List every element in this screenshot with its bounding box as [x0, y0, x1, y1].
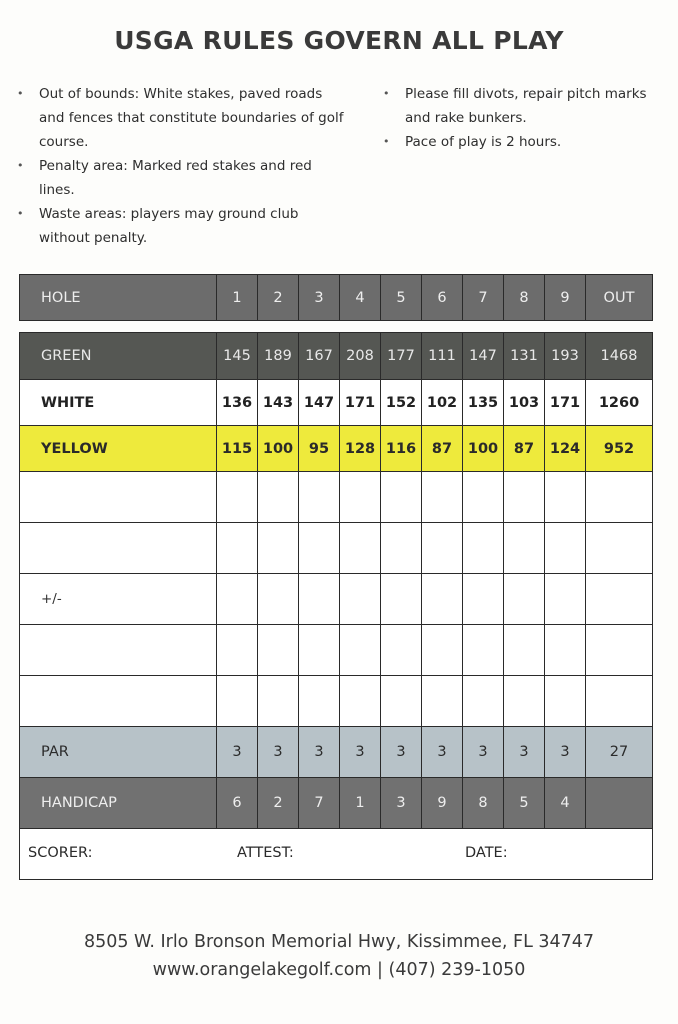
yardage-cell: 171 — [340, 380, 381, 426]
handicap-cell: 1 — [340, 778, 381, 829]
yardage-total: 1468 — [586, 333, 653, 380]
hole-number: 5 — [381, 275, 422, 321]
par-cell: 3 — [258, 727, 299, 778]
yellow-tee-row — [20, 426, 653, 472]
score-cell[interactable] — [217, 472, 258, 523]
score-cell[interactable] — [381, 625, 422, 676]
hole-row — [20, 275, 653, 321]
handicap-cell: 9 — [422, 778, 463, 829]
score-cell[interactable] — [463, 472, 504, 523]
score-cell[interactable] — [340, 574, 381, 625]
out-header: OUT — [586, 275, 653, 321]
score-cell[interactable] — [381, 523, 422, 574]
score-cell[interactable] — [340, 676, 381, 727]
yardage-cell: 152 — [381, 380, 422, 426]
scorer-label: SCORER: — [28, 845, 93, 861]
handicap-cell: 8 — [463, 778, 504, 829]
yardage-cell: 103 — [504, 380, 545, 426]
yardage-total: 1260 — [586, 380, 653, 426]
yardage-cell: 136 — [217, 380, 258, 426]
par-cell: 3 — [299, 727, 340, 778]
score-total-cell[interactable] — [586, 676, 653, 727]
score-cell[interactable] — [422, 574, 463, 625]
score-cell[interactable] — [299, 574, 340, 625]
handicap-total — [586, 778, 653, 829]
separator-cell — [20, 321, 653, 333]
score-cell[interactable] — [258, 625, 299, 676]
row-label: HANDICAP — [20, 778, 217, 829]
rule-divots: • Please fill divots, repair pitch marks and rake bunkers. — [405, 82, 665, 130]
yardage-cell: 147 — [463, 333, 504, 380]
hole-number: 7 — [463, 275, 504, 321]
score-cell[interactable] — [545, 574, 586, 625]
yardage-cell: 115 — [217, 426, 258, 472]
score-cell[interactable] — [258, 676, 299, 727]
hole-number: 8 — [504, 275, 545, 321]
score-cell[interactable] — [381, 574, 422, 625]
rule-pace-of-play: • Pace of play is 2 hours. — [405, 130, 665, 154]
score-cell[interactable] — [217, 625, 258, 676]
rule-waste-areas: • Waste areas: players may ground club without penalty. — [39, 202, 344, 250]
row-separator — [20, 321, 653, 333]
par-cell: 3 — [422, 727, 463, 778]
score-cell[interactable] — [422, 472, 463, 523]
footer — [0, 928, 678, 984]
par-cell: 3 — [340, 727, 381, 778]
hole-number: 9 — [545, 275, 586, 321]
score-cell[interactable] — [299, 676, 340, 727]
date-label: DATE: — [465, 845, 508, 861]
score-cell[interactable] — [545, 472, 586, 523]
yardage-cell: 131 — [504, 333, 545, 380]
score-cell[interactable] — [299, 472, 340, 523]
yardage-cell: 116 — [381, 426, 422, 472]
page-title: USGA RULES GOVERN ALL PLAY — [114, 26, 564, 55]
hole-number: 3 — [299, 275, 340, 321]
green-tee-row — [20, 333, 653, 380]
signature-row — [20, 829, 653, 880]
player-score-row — [20, 625, 653, 676]
score-cell[interactable] — [340, 625, 381, 676]
player-name-cell[interactable] — [20, 676, 217, 727]
yardage-cell: 177 — [381, 333, 422, 380]
score-cell[interactable] — [340, 523, 381, 574]
score-cell[interactable] — [258, 574, 299, 625]
score-cell[interactable] — [504, 574, 545, 625]
score-cell[interactable] — [258, 523, 299, 574]
score-cell[interactable] — [422, 523, 463, 574]
score-cell[interactable] — [545, 523, 586, 574]
yardage-cell: 95 — [299, 426, 340, 472]
score-cell[interactable] — [217, 523, 258, 574]
par-cell: 3 — [504, 727, 545, 778]
yardage-cell: 143 — [258, 380, 299, 426]
handicap-cell: 5 — [504, 778, 545, 829]
plus-minus-row — [20, 574, 653, 625]
score-cell[interactable] — [258, 472, 299, 523]
score-cell[interactable] — [463, 574, 504, 625]
yardage-cell: 100 — [463, 426, 504, 472]
yardage-cell: 135 — [463, 380, 504, 426]
yardage-cell: 208 — [340, 333, 381, 380]
score-cell[interactable] — [545, 676, 586, 727]
row-label: YELLOW — [20, 426, 217, 472]
score-cell[interactable] — [217, 574, 258, 625]
handicap-cell: 3 — [381, 778, 422, 829]
score-cell[interactable] — [422, 625, 463, 676]
score-cell[interactable] — [340, 472, 381, 523]
score-cell[interactable] — [463, 676, 504, 727]
yardage-cell: 145 — [217, 333, 258, 380]
par-cell: 3 — [217, 727, 258, 778]
white-tee-row — [20, 380, 653, 426]
yardage-cell: 111 — [422, 333, 463, 380]
yardage-cell: 167 — [299, 333, 340, 380]
yardage-cell: 102 — [422, 380, 463, 426]
footer-address: 8505 W. Irlo Bronson Memorial Hwy, Kissimmee, FL 34747 — [83, 932, 595, 952]
footer-contact: www.orangelakegolf.com | (407) 239-1050 — [152, 960, 526, 980]
handicap-row — [20, 778, 653, 829]
score-cell[interactable] — [299, 625, 340, 676]
row-label: HOLE — [20, 275, 217, 321]
score-total-cell[interactable] — [586, 523, 653, 574]
par-row — [20, 727, 653, 778]
score-cell[interactable] — [504, 676, 545, 727]
rule-penalty-area: • Penalty area: Marked red stakes and red lines. — [39, 154, 344, 202]
yardage-cell: 171 — [545, 380, 586, 426]
score-cell[interactable] — [463, 523, 504, 574]
signature-cell[interactable] — [20, 829, 653, 880]
handicap-cell: 7 — [299, 778, 340, 829]
hole-number: 6 — [422, 275, 463, 321]
hole-number: 4 — [340, 275, 381, 321]
par-cell: 3 — [463, 727, 504, 778]
score-cell[interactable] — [381, 472, 422, 523]
par-total: 27 — [586, 727, 653, 778]
par-cell: 3 — [381, 727, 422, 778]
score-cell[interactable] — [545, 625, 586, 676]
yardage-cell: 100 — [258, 426, 299, 472]
player-score-row — [20, 676, 653, 727]
rules-list-right — [405, 82, 665, 154]
score-cell[interactable] — [299, 523, 340, 574]
yardage-cell: 87 — [422, 426, 463, 472]
plus-minus-label: +/- — [20, 574, 217, 625]
handicap-cell: 2 — [258, 778, 299, 829]
score-cell[interactable] — [504, 625, 545, 676]
score-total-cell[interactable] — [586, 574, 653, 625]
hole-number: 1 — [217, 275, 258, 321]
score-cell[interactable] — [422, 676, 463, 727]
score-cell[interactable] — [381, 676, 422, 727]
player-name-cell[interactable] — [20, 625, 217, 676]
yardage-cell: 193 — [545, 333, 586, 380]
player-score-row — [20, 472, 653, 523]
rule-out-of-bounds: • Out of bounds: White stakes, paved roads and fences that constitute boundaries of golf course. — [39, 82, 344, 154]
score-cell[interactable] — [504, 472, 545, 523]
yardage-total: 952 — [586, 426, 653, 472]
score-cell[interactable] — [217, 676, 258, 727]
player-name-cell[interactable] — [20, 523, 217, 574]
attest-label: ATTEST: — [237, 845, 294, 861]
score-cell[interactable] — [504, 523, 545, 574]
yardage-cell: 87 — [504, 426, 545, 472]
score-total-cell[interactable] — [586, 472, 653, 523]
handicap-cell: 6 — [217, 778, 258, 829]
rules-list-left — [39, 82, 344, 250]
par-cell: 3 — [545, 727, 586, 778]
yardage-cell: 147 — [299, 380, 340, 426]
scorecard-table — [19, 274, 653, 880]
score-cell[interactable] — [463, 625, 504, 676]
yardage-cell: 189 — [258, 333, 299, 380]
hole-number: 2 — [258, 275, 299, 321]
score-total-cell[interactable] — [586, 625, 653, 676]
player-name-cell[interactable] — [20, 472, 217, 523]
row-label: WHITE — [20, 380, 217, 426]
row-label: GREEN — [20, 333, 217, 380]
yardage-cell: 124 — [545, 426, 586, 472]
row-label: PAR — [20, 727, 217, 778]
handicap-cell: 4 — [545, 778, 586, 829]
yardage-cell: 128 — [340, 426, 381, 472]
player-score-row — [20, 523, 653, 574]
